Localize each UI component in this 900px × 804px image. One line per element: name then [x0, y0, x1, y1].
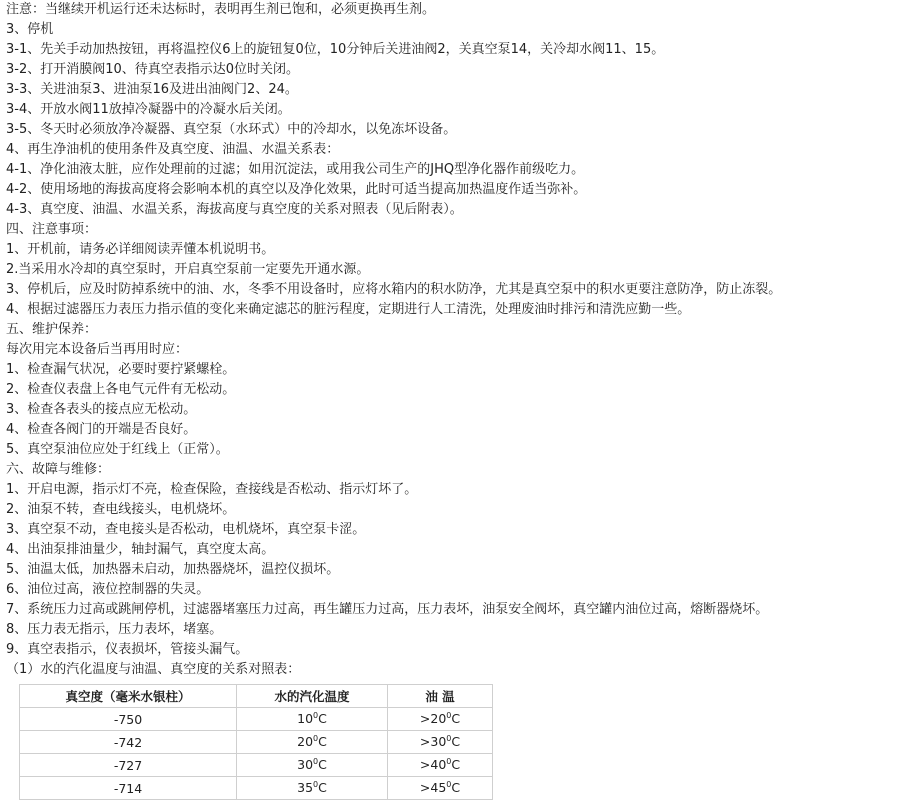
- degree-superscript: 0: [313, 734, 319, 744]
- oil-temp-cell: [388, 754, 493, 777]
- degree-superscript: 0: [446, 711, 452, 721]
- temp-unit: C: [318, 780, 327, 796]
- text-line: 3、停机后，应及时防掉系统中的油、水，冬季不用设备时，应将水箱内的积水防净，尤其是真空泵中的积水更要注意防净，防止冻裂。: [6, 282, 782, 297]
- table-header-row: [20, 685, 493, 708]
- temp-value: 20: [297, 734, 314, 750]
- temp-value: 30: [297, 757, 314, 773]
- text-line: 7、系统压力过高或跳闸停机，过滤器堵塞压力过高，再生罐压力过高，压力表坏，油泵安全阀坏，真空罐内油位过高，熔断器烧坏。: [6, 602, 769, 617]
- oil-temp-cell: [388, 777, 493, 800]
- temp-unit: C: [451, 757, 461, 773]
- text-line: 1、检查漏气状况，必要时要拧紧螺栓。: [6, 362, 236, 377]
- text-line: 2.当采用水冷却的真空泵时，开启真空泵前一定要先开通水源。: [6, 262, 370, 277]
- vacuum-cell: -714: [20, 777, 237, 800]
- text-line: 5、真空泵油位应处于红线上（正常）。: [6, 442, 229, 457]
- text-line: 6、油位过高，液位控制器的失灵。: [6, 582, 210, 597]
- text-line: 六、故障与维修：: [6, 462, 111, 477]
- text-line: 1、开机前，请务必详细阅读弄懂本机说明书。: [6, 242, 275, 257]
- vapor-temperature-table: [19, 684, 493, 800]
- text-line: 3-1、先关手动加热按钮，再将温控仪6上的旋钮复0位，10分钟后关进油阀2，关真空泵14，关冷却水阀11、15。: [6, 42, 665, 57]
- text-line: 4-1、净化油液太脏，应作处理前的过滤；如用沉淀法，或用我公司生产的JHQ型净化器作前级吃力。: [6, 162, 585, 177]
- degree-superscript: 0: [313, 711, 319, 721]
- text-line: 9、真空表指示，仪表损坏，管接头漏气。: [6, 642, 249, 657]
- vapor-temp-cell: [237, 777, 388, 800]
- text-line: 3、停机: [6, 22, 54, 37]
- temp-value: >45: [419, 780, 447, 796]
- temp-unit: C: [318, 711, 327, 727]
- text-line: 4、出油泵排油量少，轴封漏气，真空度太高。: [6, 542, 275, 557]
- temp-unit: C: [318, 734, 327, 750]
- table-row: [20, 708, 493, 731]
- degree-superscript: 0: [446, 757, 452, 767]
- text-line: 3、真空泵不动，查电接头是否松动，电机烧坏，真空泵卡涩。: [6, 522, 366, 537]
- text-line: （1）水的汽化温度与油温、真空度的关系对照表：: [6, 662, 301, 677]
- text-line: 注意：当继续开机运行还未达标时，表明再生剂已饱和，必须更换再生剂。: [6, 2, 436, 17]
- temp-unit: C: [318, 757, 327, 773]
- oil-temp-cell: [388, 708, 493, 731]
- degree-superscript: 0: [313, 757, 319, 767]
- text-line: 4-2、使用场地的海拔高度将会影响本机的真空以及净化效果，此时可适当提高加热温度作适当弥补。: [6, 182, 587, 197]
- text-line: 4、根据过滤器压力表压力指示值的变化来确定滤芯的脏污程度，定期进行人工清洗，处理废油时排污和清洗应勤一些。: [6, 302, 691, 317]
- table-row: [20, 777, 493, 800]
- vacuum-cell: -727: [20, 754, 237, 777]
- vapor-temp-cell: [237, 708, 388, 731]
- temp-unit: C: [451, 711, 461, 727]
- degree-superscript: 0: [446, 780, 452, 790]
- text-line: 2、检查仪表盘上各电气元件有无松动。: [6, 382, 236, 397]
- text-line: 四、注意事项：: [6, 222, 98, 237]
- text-line: 每次用完本设备后当再用时应：: [6, 342, 189, 357]
- text-line: 4-3、真空度、油温、水温关系，海拔高度与真空度的关系对照表（见后附表）。: [6, 202, 463, 217]
- text-line: 5、油温太低，加热器未启动，加热器烧坏，温控仪损坏。: [6, 562, 340, 577]
- header-vacuum: 真空度（毫米水银柱）: [20, 685, 237, 708]
- text-line: 3-2、打开消膜阀10、待真空表指示达0位时关闭。: [6, 62, 300, 77]
- temp-value: >30: [419, 734, 447, 750]
- degree-superscript: 0: [313, 780, 319, 790]
- table-row: [20, 754, 493, 777]
- degree-superscript: 0: [446, 734, 452, 744]
- text-line: 五、维护保养：: [6, 322, 98, 337]
- text-line: 3、检查各表头的接点应无松动。: [6, 402, 197, 417]
- header-vapor-temp: 水的汽化温度: [237, 685, 388, 708]
- vapor-temp-cell: [237, 731, 388, 754]
- table-row: [20, 731, 493, 754]
- vacuum-cell: -742: [20, 731, 237, 754]
- text-line: 3-5、冬天时必须放净冷凝器、真空泵（水环式）中的冷却水，以免冻坏设备。: [6, 122, 457, 137]
- vacuum-cell: -750: [20, 708, 237, 731]
- temp-unit: C: [451, 734, 461, 750]
- temp-value: >20: [419, 711, 447, 727]
- text-line: 1、开启电源，指示灯不亮，检查保险，查接线是否松动、指示灯坏了。: [6, 482, 418, 497]
- text-line: 2、油泵不转，查电线接头，电机烧坏。: [6, 502, 236, 517]
- oil-temp-cell: [388, 731, 493, 754]
- text-line: 4、再生净油机的使用条件及真空度、油温、水温关系表：: [6, 142, 340, 157]
- vapor-temp-cell: [237, 754, 388, 777]
- text-line: 3-3、关进油泵3、进油泵16及进出油阀门2、24。: [6, 82, 298, 97]
- text-line: 3-4、开放水阀11放掉冷凝器中的冷凝水后关闭。: [6, 102, 291, 117]
- temp-value: >40: [419, 757, 447, 773]
- text-line: 4、检查各阀门的开端是否良好。: [6, 422, 197, 437]
- temp-value: 35: [297, 780, 314, 796]
- text-line: 8、压力表无指示，压力表坏，堵塞。: [6, 622, 223, 637]
- temp-value: 10: [297, 711, 314, 727]
- text-lines: [6, 0, 894, 680]
- temp-unit: C: [451, 780, 461, 796]
- header-oil-temp: 油 温: [388, 685, 493, 708]
